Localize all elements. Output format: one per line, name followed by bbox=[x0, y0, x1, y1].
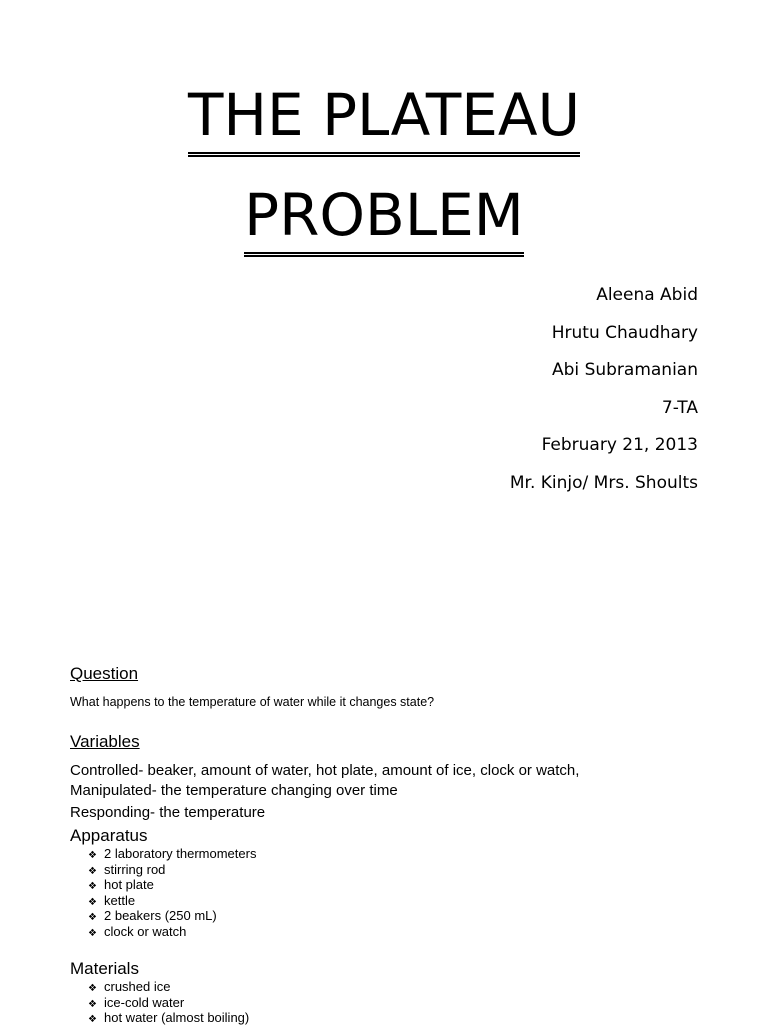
list-item: ❖ hot plate bbox=[88, 877, 256, 893]
diamond-bullet-icon: ❖ bbox=[88, 927, 97, 939]
materials-heading: Materials bbox=[70, 959, 139, 978]
list-item: ❖ ice-cold water bbox=[88, 995, 249, 1011]
question-text: What happens to the temperature of water while it changes state? bbox=[70, 695, 435, 709]
variables-heading: Variables bbox=[70, 732, 140, 751]
date: February 21, 2013 bbox=[541, 435, 698, 456]
teacher-names: Mr. Kinjo/ Mrs. Shoults bbox=[509, 472, 698, 493]
list-item: ❖ hot water (almost boiling) bbox=[88, 1010, 249, 1026]
diamond-bullet-icon: ❖ bbox=[88, 896, 97, 908]
title-line-2 bbox=[0, 181, 768, 257]
list-item: ❖ crushed ice bbox=[88, 979, 249, 995]
diamond-bullet-icon: ❖ bbox=[88, 998, 97, 1010]
author-name: Aleena Abid bbox=[596, 285, 698, 305]
list-item: ❖ kettle bbox=[88, 893, 256, 909]
diamond-bullet-icon: ❖ bbox=[88, 865, 97, 877]
list-item: ❖ stirring rod bbox=[88, 862, 256, 878]
page-title-continued: PROBLEM bbox=[244, 186, 524, 257]
question-heading: Question bbox=[70, 664, 139, 683]
author-name: Hrutu Chaudhary bbox=[551, 322, 698, 343]
diamond-bullet-icon: ❖ bbox=[88, 912, 97, 923]
diamond-bullet-icon: ❖ bbox=[88, 983, 97, 994]
list-item: ❖ 2 laboratory thermometers bbox=[88, 846, 256, 862]
author-block bbox=[510, 283, 698, 509]
diamond-bullet-icon: ❖ bbox=[88, 1014, 97, 1025]
title-line-1 bbox=[0, 81, 768, 157]
list-item: ❖ 2 beakers (250 mL) bbox=[88, 908, 256, 924]
class-name: 7-TA bbox=[661, 397, 698, 418]
page-title: THE PLATEAU bbox=[188, 86, 580, 157]
manipulated-variable: Manipulated- the temperature changing over time bbox=[70, 782, 398, 799]
diamond-bullet-icon: ❖ bbox=[88, 881, 97, 892]
author-name: Abi Subramanian bbox=[552, 360, 698, 381]
diamond-bullet-icon: ❖ bbox=[88, 850, 97, 861]
materials-list bbox=[88, 979, 249, 1026]
apparatus-heading: Apparatus bbox=[70, 826, 148, 845]
list-item: ❖ clock or watch bbox=[88, 924, 256, 940]
apparatus-list bbox=[88, 846, 256, 939]
controlled-variables: Controlled- beaker, amount of water, hot plate, amount of ice, clock or watch, bbox=[70, 762, 580, 779]
responding-variable: Responding- the temperature bbox=[70, 804, 266, 821]
